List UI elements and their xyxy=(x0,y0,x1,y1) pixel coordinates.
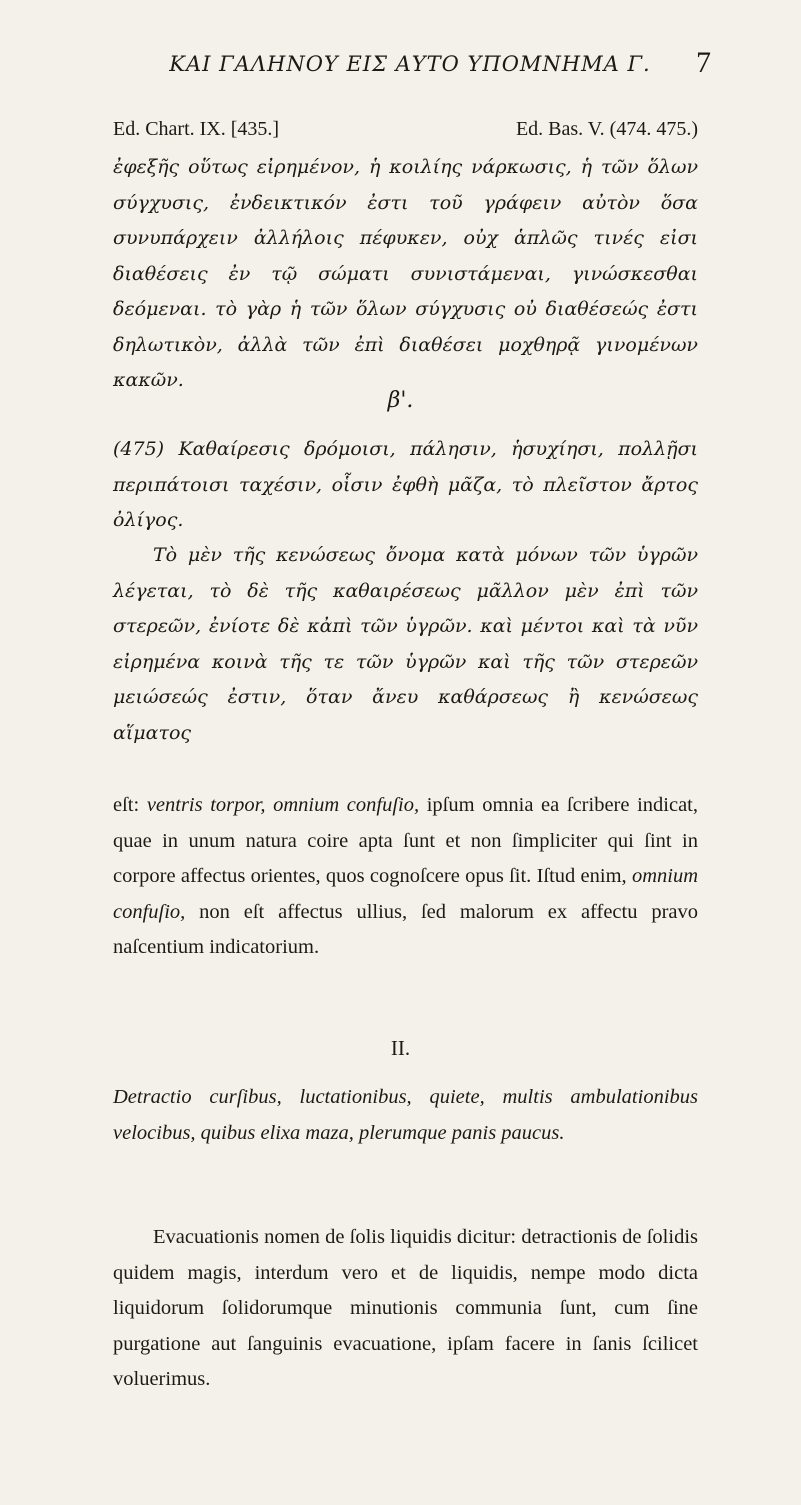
greek-paragraph-2-text: Καθαίρεσις δρόμοισι, πάλησιν, ἡσυχίησι, πολλῇσι περιπάτοισι ταχέσιν, οἷσιν ἐφθὴ μᾶζα, τὸ πλεῖστον ἄρτος ὀλίγος. xyxy=(113,438,698,531)
greek-paragraph-2 xyxy=(113,432,698,539)
section-beta: β'. xyxy=(387,388,414,413)
greek-paragraph-2-number: (475) xyxy=(113,438,165,460)
edition-bas-ref: Ed. Bas. V. (474. 475.) xyxy=(515,118,698,140)
latin-p1-rest-2: non eſt affectus ullius, ſed malorum ex affectu pravo naſcentium indicatorium. xyxy=(113,900,698,958)
greek-paragraph-3: Τὸ μὲν τῆς κενώσεως ὄνομα κατὰ μόνων τῶν ὑγρῶν λέγεται, τὸ δὲ τῆς καθαιρέσεως μᾶλλον μὲν ἐπὶ τῶν στερεῶν, ἐνίοτε δὲ κἀπὶ τῶν ὑγρῶν. καὶ μέντοι καὶ τὰ νῦν εἰρημένα κοινὰ τῆς τε τῶν ὑγρῶν καὶ τῆς τῶν στερεῶν μειώσεώς ἐστιν, ὅταν ἄνευ καθάρσεως ἢ κενώσεως αἵματος xyxy=(113,544,698,744)
edition-chart-ref: Ed. Chart. IX. [435.] xyxy=(113,118,280,140)
latin-paragraph-1 xyxy=(113,788,698,966)
latin-paragraph-3: Evacuationis nomen de ſolis liquidis dicitur: detractionis de ſolidis quidem magis, interdum vero et de liquidis, nempe modo dicta liquidorum ſolidorumque minutionis communia ſunt, cum ſine purgatione aut ſanguinis evacuatione, ipſam facere in ſanis ſcilicet voluerimus. xyxy=(113,1226,698,1390)
running-head: ΚΑΙ ΓΑΛΗΝΟΥ ΕΙΣ ΑΥΤΟ ΥΠΟΜΝΗΜΑ Γ. xyxy=(169,52,651,76)
edition-line xyxy=(113,118,698,141)
latin-p1-rest-1: ipſum omnia ea ſcribere indicat, quae in unum natura coire apta ſunt et non ſimpliciter qui ſint in corpore affectus orientes, quos cognoſcere opus ſit. Iſtud enim, xyxy=(113,794,699,887)
page-number: 7 xyxy=(696,46,711,79)
latin-p1-lead: eſt: xyxy=(113,794,147,816)
greek-paragraph-1: ἐφεξῆς οὕτως εἰρημένον, ἡ κοιλίης νάρκωσις, ἡ τῶν ὅλων σύγχυσις, ἐνδεικτικόν ἐστι τοῦ γράφειν αὐτὸν ὅσα συνυπάρχειν ἀλλήλοις πέφυκεν, οὐχ ἁπλῶς τινές εἰσι διαθέσεις ἐν τῷ σώματι συνιστάμεναι, γινώσκεσθαι δεόμεναι. τὸ γὰρ ἡ τῶν ὅλων σύγχυσις οὐ διαθέσεώς ἐστι δηλωτικὸν, ἀλλὰ τῶν ἐπὶ διαθέσει μοχθηρᾷ γινομένων κακῶν. xyxy=(113,156,698,391)
latin-p1-italic-1: ventris torpor, omnium confuſio, xyxy=(146,794,420,816)
latin-p1-italic-2: omnium confuſio, xyxy=(113,865,698,923)
latin-paragraph-2: Detractio curſibus, luctationibus, quiete, multis ambulationibus velocibus, quibus elixa maza, plerumque panis paucus. xyxy=(113,1086,698,1144)
section-ii: II. xyxy=(390,1036,411,1060)
